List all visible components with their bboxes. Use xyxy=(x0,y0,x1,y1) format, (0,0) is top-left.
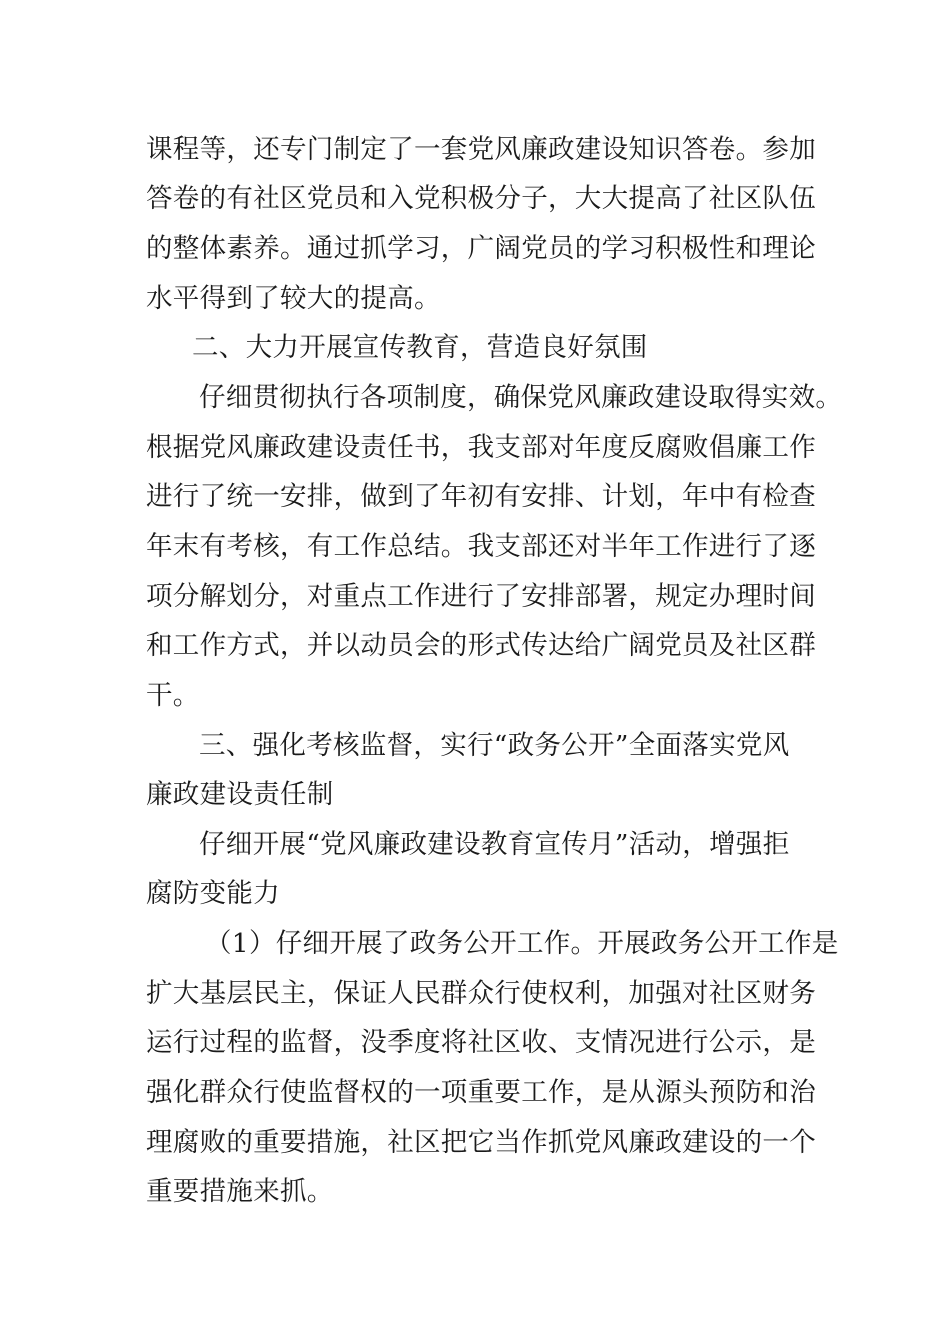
body-line: 仔细开展“党风廉政建设教育宣传月”活动，增强拒 xyxy=(199,829,790,860)
body-line: 强化群众行使监督权的一项重要工作，是从源头预防和治 xyxy=(146,1077,816,1108)
section-heading: 二、大力开展宣传教育，营造良好氛围 xyxy=(192,332,648,363)
body-line: 和工作方式，并以动员会的形式传达给广阔党员及社区群 xyxy=(146,630,816,661)
body-line: 扩大基层民主，保证人民群众行使权利，加强对社区财务 xyxy=(146,978,816,1009)
section-heading: 三、强化考核监督，实行“政务公开”全面落实党风 xyxy=(199,730,790,761)
body-line: 重要措施来抓。 xyxy=(146,1176,334,1207)
body-line: 仔细贯彻执行各项制度，确保党风廉政建设取得实效。 xyxy=(199,382,843,413)
body-line: 根据党风廉政建设责任书，我支部对年度反腐败倡廉工作 xyxy=(146,432,816,463)
body-line: 腐防变能力 xyxy=(146,878,280,909)
body-line: 理腐败的重要措施，社区把它当作抓党风廉政建设的一个 xyxy=(146,1127,816,1158)
body-line: （1）仔细开展了政务公开工作。开展政务公开工作是 xyxy=(205,928,839,959)
body-line: 干。 xyxy=(146,680,200,711)
body-line: 年末有考核，有工作总结。我支部还对半年工作进行了逐 xyxy=(146,531,816,562)
body-line: 项分解划分，对重点工作进行了安排部署，规定办理时间 xyxy=(146,581,816,612)
section-heading-cont: 廉政建设责任制 xyxy=(146,779,334,810)
body-line: 运行过程的监督，没季度将社区收、支情况进行公示，是 xyxy=(146,1027,816,1058)
body-line: 课程等，还专门制定了一套党风廉政建设知识答卷。参加 xyxy=(146,134,816,165)
body-line: 进行了统一安排，做到了年初有安排、计划，年中有检查 xyxy=(146,481,816,512)
body-line: 的整体素养。通过抓学习，广阔党员的学习积极性和理论 xyxy=(146,233,816,264)
body-line: 答卷的有社区党员和入党积极分子，大大提高了社区队伍 xyxy=(146,183,816,214)
body-line: 水平得到了较大的提高。 xyxy=(146,283,441,314)
